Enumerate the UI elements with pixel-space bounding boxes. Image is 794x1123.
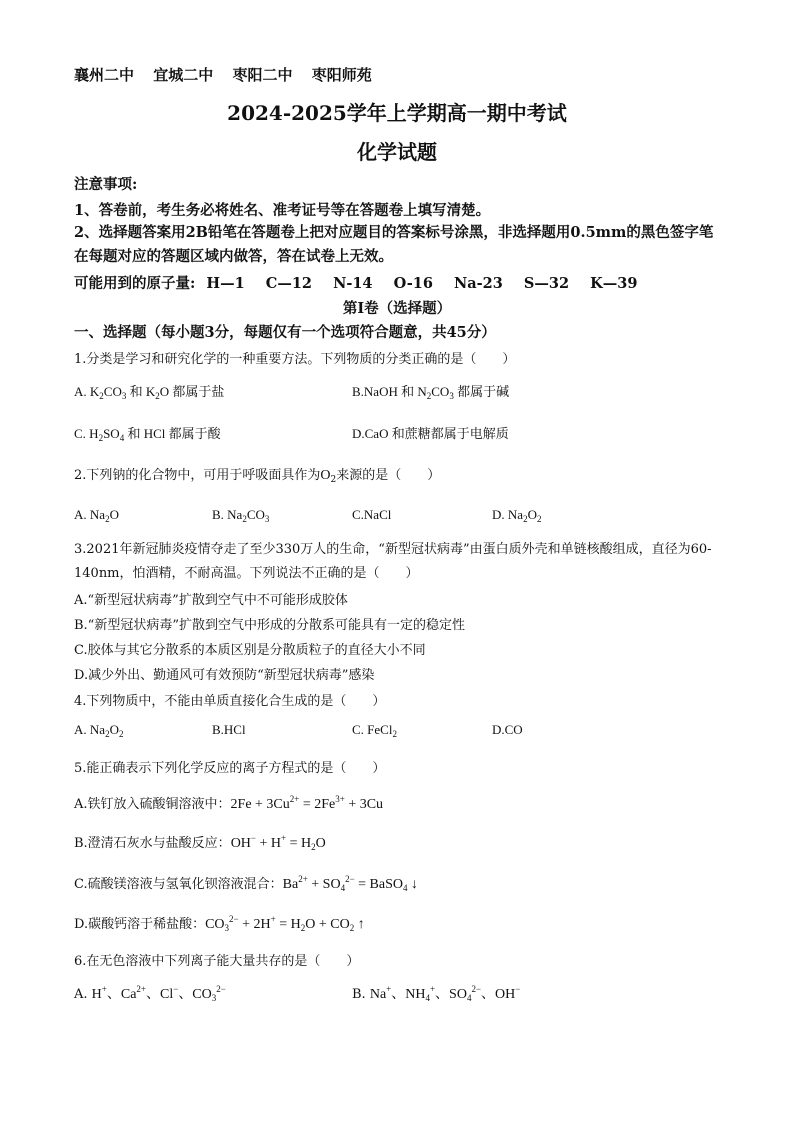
formula-text: FeCl — [367, 722, 393, 737]
subscript: 4 — [119, 433, 125, 443]
formula-text: O — [109, 507, 119, 522]
formula-text: Na — [89, 722, 106, 737]
option-text: 都属于碱 — [453, 384, 510, 399]
formula-text: Na — [227, 507, 243, 522]
ionic-equation — [230, 794, 384, 812]
charge: 2+ — [289, 794, 300, 804]
question-2-option-b — [212, 507, 269, 524]
charge: + — [386, 984, 392, 994]
exam-title: 2024-2025学年上学期高一期中考试 — [227, 101, 567, 125]
option-label: A. — [74, 987, 92, 1002]
question-2-option-d — [492, 507, 541, 524]
option-label: B. — [212, 507, 228, 522]
eq-part: O + CO — [305, 917, 350, 932]
option-text: 和 — [126, 384, 146, 399]
eq-part: 2Fe + 3Cu — [230, 797, 290, 812]
atomic-mass: Na-23 — [454, 275, 503, 292]
ionic-equation — [205, 914, 365, 933]
eq-part: Ba — [282, 877, 299, 892]
question-2-option-a — [74, 507, 119, 524]
option-label: B. — [352, 987, 370, 1002]
charge: 2+ — [298, 874, 308, 884]
option-label: D. — [492, 507, 508, 522]
subscript: 4 — [466, 993, 472, 1003]
charge: 3+ — [335, 794, 345, 804]
eq-part: OH — [230, 836, 251, 851]
notes-item-1: 1、答卷前，考生务必将姓名、准考证号等在答题卷上填写清楚。 — [74, 202, 491, 219]
atomic-mass: C—12 — [265, 275, 312, 292]
subscript: 2 — [523, 514, 528, 524]
eq-part: ↓ — [407, 877, 418, 892]
question-1-option-d: D.CaO 和蔗糖都属于电解质 — [352, 426, 509, 441]
stem-text: 来源的是（ ） — [336, 468, 441, 483]
eq-part: = BaSO — [354, 877, 403, 892]
formula-text: K — [89, 384, 100, 399]
question-5-option-c — [74, 873, 418, 893]
charge: 2− — [345, 874, 355, 884]
subscript: 4 — [402, 883, 408, 893]
atomic-mass: H—1 — [206, 275, 245, 292]
eq-part: ↑ — [354, 917, 365, 932]
charge: 2− — [216, 984, 226, 994]
question-3-option-b: B.“新型冠状病毒”扩散到空气中形成的分散系可能具有一定的稳定性 — [74, 618, 465, 633]
option-label: B.澄清石灰水与盐酸反应： — [74, 836, 231, 851]
eq-part: 、CO — [178, 987, 212, 1002]
notes-item-2: 2、选择题答案用2B铅笔在答题卷上把对应题目的答案标号涂黑，非选择题用0.5mm的黑色签字笔在每题对应的答题区域内做答，答在试卷上无效。 — [74, 224, 714, 265]
volume-title: 第Ⅰ卷（选择题） — [342, 300, 452, 317]
school-name: 枣阳师苑 — [311, 66, 372, 84]
eq-part: 、Ca — [106, 987, 137, 1002]
school-list — [74, 64, 386, 85]
formula-text: K — [145, 384, 156, 399]
option-label: C.硫酸镁溶液与氢氧化钡溶液混合： — [74, 877, 283, 892]
question-2-stem — [74, 464, 440, 485]
subscript: 2 — [118, 729, 124, 739]
formula-text: SO — [103, 426, 120, 441]
school-name: 宜城二中 — [153, 66, 214, 84]
question-5-option-a — [74, 793, 383, 813]
formula-text: O — [320, 468, 331, 483]
eq-part: Na — [369, 987, 387, 1002]
formula-text: Na — [89, 507, 106, 522]
charge: + — [429, 984, 436, 994]
subscript: 2 — [98, 433, 104, 443]
subscript: 2 — [99, 391, 104, 401]
subscript: 2 — [105, 729, 110, 739]
question-3-option-a: A.“新型冠状病毒”扩散到空气中不可能形成胶体 — [74, 593, 348, 608]
option-label: A. — [74, 507, 90, 522]
ionic-equation — [230, 833, 326, 852]
eq-part: = H — [286, 836, 312, 851]
question-2-option-c: C.NaCl — [352, 507, 392, 522]
question-5-option-b — [74, 832, 326, 852]
subscript: 2 — [392, 729, 397, 739]
atomic-mass: K—39 — [590, 275, 638, 292]
subscript: 2 — [536, 514, 542, 524]
formula-text: CO — [246, 507, 265, 522]
question-3-option-c: C.胶体与其它分散系的本质区别是分散质粒子的直径大小不同 — [74, 643, 426, 658]
eq-part: 、OH — [481, 987, 516, 1002]
charge: 2− — [471, 984, 482, 994]
question-3-stem: 3.2021年新冠肺炎疫情夺走了至少330万人的生命，“新型冠状病毒”由蛋白质外壳和单链核酸组成，直径为60-140nm，怕酒精，不耐高温。下列说法不正确的是（ ） — [74, 542, 712, 581]
question-4-option-b: B.HCl — [212, 722, 246, 737]
question-1-option-a — [74, 381, 224, 401]
question-4-option-a — [74, 722, 123, 739]
option-label: C. — [74, 426, 90, 441]
subscript: 3 — [264, 514, 270, 524]
subscript: 3 — [224, 923, 230, 933]
question-1-option-c — [74, 423, 221, 443]
question-4-option-c — [352, 722, 397, 739]
eq-part: = 2Fe — [299, 797, 336, 812]
ion-list — [91, 984, 226, 1003]
atomic-mass: O-16 — [393, 275, 433, 292]
school-name: 枣阳二中 — [232, 66, 293, 84]
charge: − — [250, 833, 256, 843]
formula-text: O — [109, 722, 119, 737]
charge: 2− — [229, 914, 239, 924]
charge: + — [101, 984, 107, 994]
eq-part: 、SO — [435, 987, 467, 1002]
subscript: 2 — [300, 923, 306, 933]
subscript: 2 — [349, 923, 355, 933]
ionic-equation — [282, 874, 418, 893]
formula-text: Na — [507, 507, 524, 522]
formula-text: H — [89, 426, 99, 441]
ion-list — [369, 984, 521, 1003]
charge: + — [270, 914, 276, 924]
atomic-mass-line — [74, 272, 637, 293]
option-label: D.碳酸钙溶于稀盐酸： — [74, 917, 206, 932]
notes-heading: 注意事项: — [74, 176, 138, 193]
subscript: 4 — [425, 993, 430, 1003]
atomic-mass: N-14 — [333, 275, 373, 292]
question-5-option-d — [74, 913, 365, 933]
formula-text: CO — [431, 384, 450, 399]
question-6-stem: 6.在无色溶液中下列离子能大量共存的是（ ） — [74, 954, 360, 969]
atomic-mass: S—32 — [523, 275, 570, 292]
option-text: 都属于盐 — [169, 384, 225, 399]
eq-part: + 3Cu — [344, 797, 384, 812]
subscript: 3 — [211, 993, 217, 1003]
subscript: 2 — [155, 391, 160, 401]
eq-part: CO — [205, 917, 225, 932]
eq-part: = H — [275, 917, 301, 932]
subscript: 2 — [311, 842, 316, 852]
question-6-option-b — [352, 983, 520, 1003]
question-4-stem: 4.下列物质中，不能由单质直接化合生成的是（ ） — [74, 694, 386, 709]
option-label: B.NaOH 和 — [352, 384, 418, 399]
atomic-mass-label: 可能用到的原子量: — [74, 275, 196, 292]
eq-part: + SO — [307, 877, 341, 892]
subscript: 2 — [242, 514, 247, 524]
option-label: A. — [74, 384, 90, 399]
question-3-option-d: D.减少外出、勤通风可有效预防“新型冠状病毒”感染 — [74, 668, 375, 683]
eq-part: O — [315, 836, 326, 851]
eq-part: + H — [256, 836, 282, 851]
formula-text: CO — [103, 384, 122, 399]
subject-title: 化学试题 — [357, 140, 437, 164]
charge: 2+ — [136, 984, 146, 994]
subscript: 4 — [340, 883, 346, 893]
subscript: 3 — [449, 391, 454, 401]
formula-text: O — [159, 384, 170, 399]
formula-text: O — [527, 507, 537, 522]
charge: + — [281, 833, 287, 843]
eq-part: + 2H — [238, 917, 271, 932]
eq-part: 、Cl — [146, 987, 174, 1002]
stem-text: 2.下列钠的化合物中，可用于呼吸面具作为 — [74, 468, 321, 483]
subscript: 3 — [121, 391, 127, 401]
charge: − — [515, 984, 521, 994]
part-title: 一、选择题（每小题3分，每题仅有一个选项符合题意，共45分） — [74, 324, 496, 341]
subscript: 2 — [330, 475, 337, 485]
question-1-option-b — [352, 381, 509, 401]
subscript: 2 — [426, 391, 432, 401]
eq-part: 、NH — [391, 987, 426, 1002]
charge: − — [173, 984, 179, 994]
formula-text: N — [417, 384, 427, 399]
question-4-option-d: D.CO — [492, 722, 523, 737]
question-1-stem: 1.分类是学习和研究化学的一种重要方法。下列物质的分类正确的是（ ） — [74, 352, 516, 367]
school-name: 襄州二中 — [74, 66, 135, 84]
option-label: A. — [74, 722, 90, 737]
option-text: 和 HCl 都属于酸 — [124, 426, 221, 441]
option-label: C. — [352, 722, 368, 737]
subscript: 2 — [105, 514, 110, 524]
question-5-stem: 5.能正确表示下列化学反应的离子方程式的是（ ） — [74, 761, 386, 776]
eq-part: H — [91, 987, 102, 1002]
option-label: A.铁钉放入硫酸铜溶液中： — [74, 797, 231, 812]
question-6-option-a — [74, 983, 226, 1003]
